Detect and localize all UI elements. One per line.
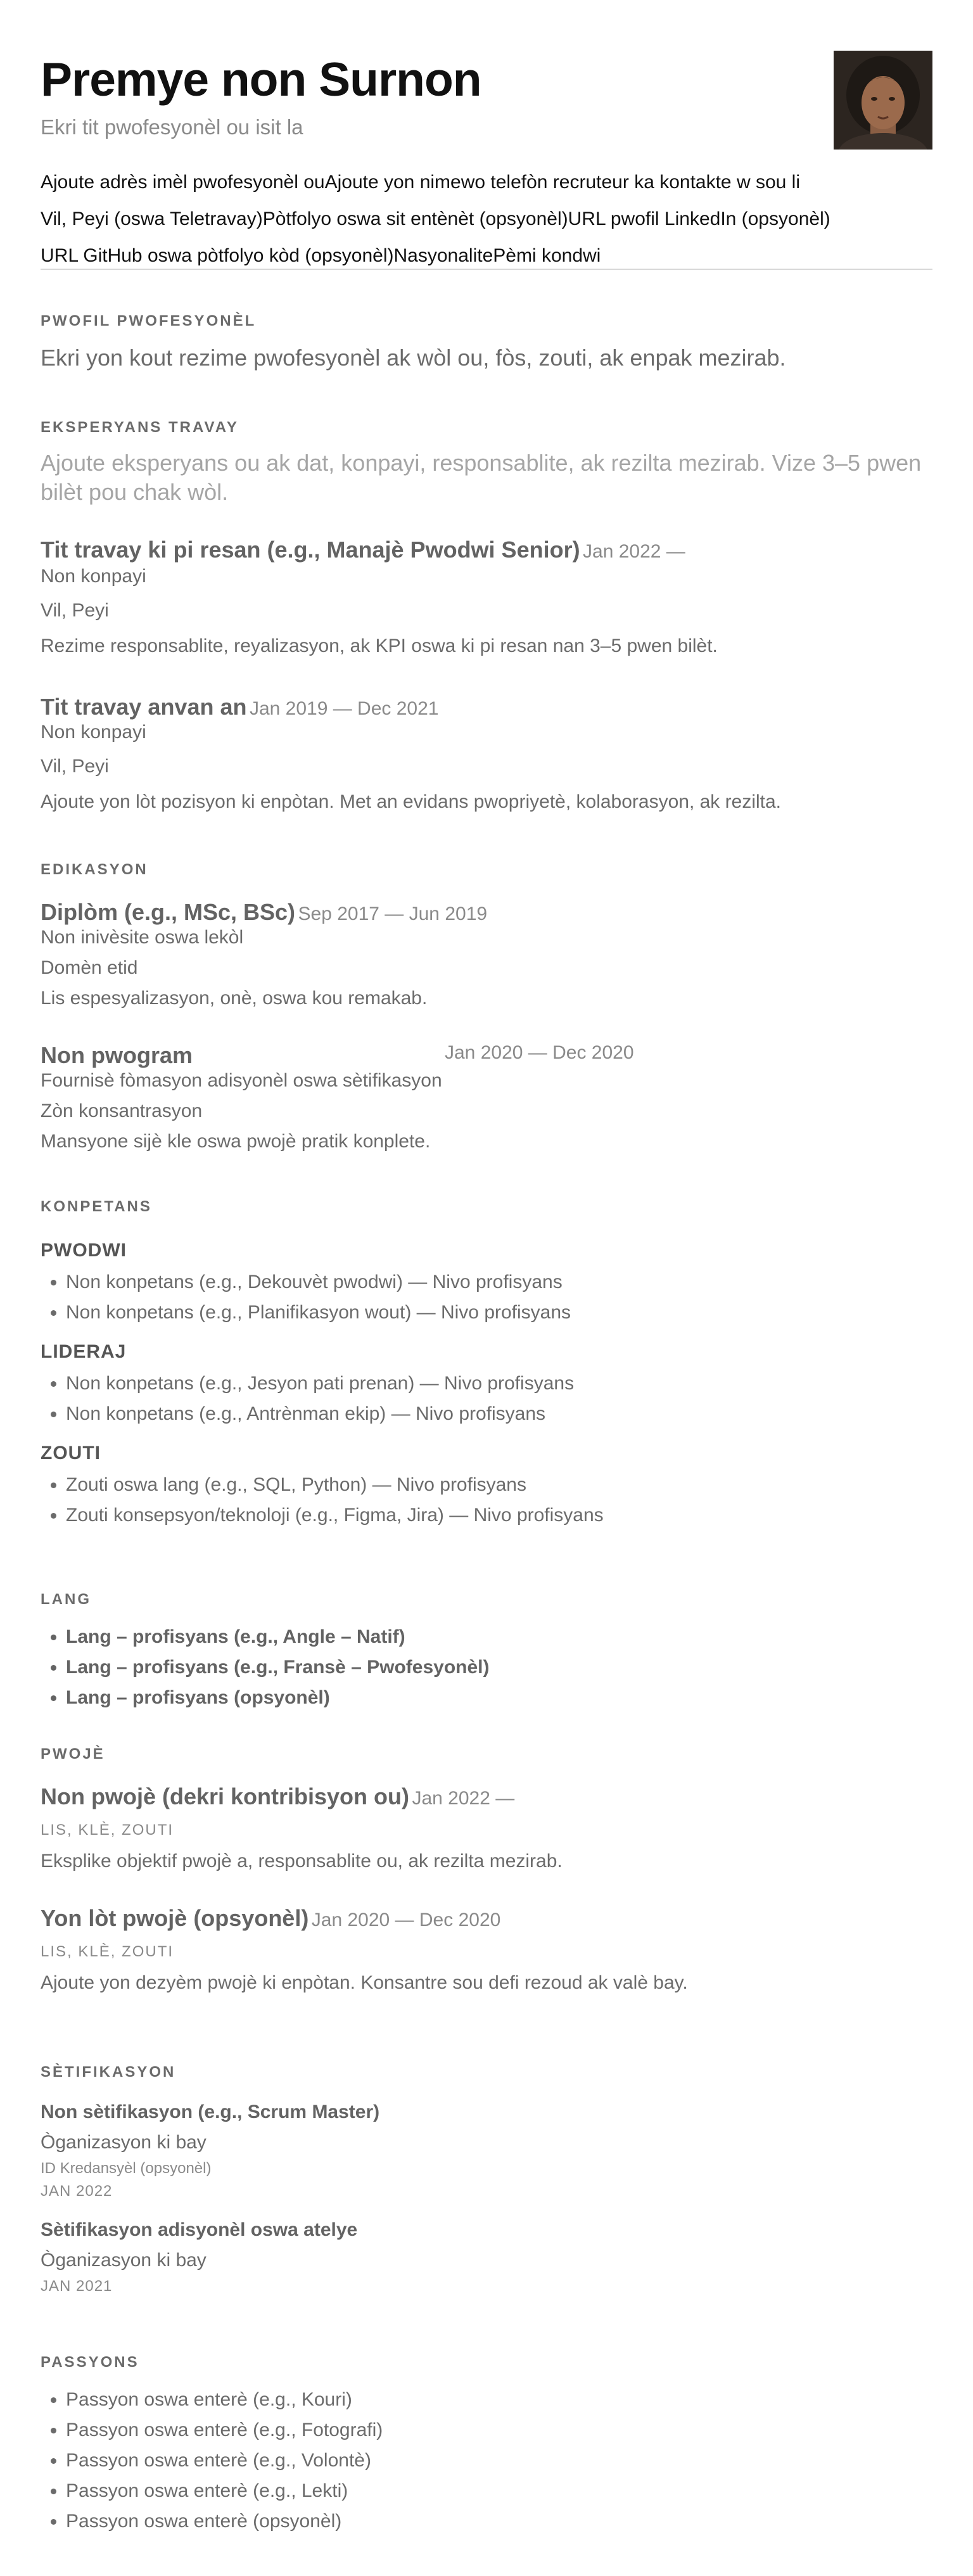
profile-summary: Ekri yon kout rezime pwofesyonèl ak wòl ou, fòs, zouti, ak enpak mezirab. [41, 345, 786, 371]
education-notes: Lis espesyalizasyon, onè, oswa kou remakab. [41, 988, 428, 1009]
job-location: Vil, Peyi [41, 600, 109, 621]
project-description: Ajoute yon dezyèm pwojè ki enpòtan. Konsantre sou defi rezoud ak valè bay. [41, 1972, 688, 1993]
job-title: Tit travay ki pi resan (e.g., Manajè Pwodwi Senior) [41, 537, 580, 563]
job-dates: Jan 2019 — Dec 2021 [249, 698, 439, 719]
skill-group-title: PWODWI [41, 1240, 127, 1261]
job-description: Ajoute yon lòt pozisyon ki enpòtan. Met an evidans pwopriyetè, kolaborasyon, ak rezilta. [41, 791, 782, 812]
skill-item: • Non konpetans (e.g., Jesyon pati prenan) — Nivo profisyans [66, 1368, 932, 1399]
interest-item: • Passyon oswa enterè (e.g., Kouri) [66, 2385, 932, 2415]
person-name: Premye non Surnon [41, 53, 481, 106]
degree-title: Diplòm (e.g., MSc, BSc) [41, 899, 296, 925]
interest-item: • Passyon oswa enterè (e.g., Volontè) [66, 2445, 932, 2476]
job-dates: Jan 2022 — [583, 541, 685, 562]
language-list [41, 1622, 932, 1713]
provider-name: Fournisè fòmasyon adisyonèl oswa sètifikasyon [41, 1070, 442, 1091]
contact-line-2 [41, 208, 932, 231]
cert-title: Non sètifikasyon (e.g., Scrum Master) [41, 2101, 380, 2122]
education-dates: Sep 2017 — Jun 2019 [298, 903, 488, 924]
linkedin-placeholder[interactable]: URL pwofil LinkedIn (opsyonèl) [568, 208, 830, 229]
projects-section [41, 1745, 932, 1764]
languages-section [41, 1590, 932, 1713]
section-heading: KONPETANS [41, 1198, 152, 1215]
job-title: Tit travay anvan an [41, 694, 247, 720]
section-heading: PWOFIL PWOFESYONÈL [41, 312, 257, 329]
skill-item: • Non konpetans (e.g., Antrènman ekip) — Nivo profisyans [66, 1399, 932, 1429]
certifications-section [41, 2063, 932, 2296]
section-heading: EDIKASYON [41, 861, 148, 878]
contact-line-3 [41, 245, 932, 267]
cert-title: Sètifikasyon adisyonèl oswa atelye [41, 2219, 358, 2240]
nationality-placeholder: Nasyonalite [393, 245, 493, 266]
portrait-image [834, 51, 932, 150]
program-notes: Mansyone sijè kle oswa pwojè pratik konplete. [41, 1131, 431, 1152]
section-heading: LANG [41, 1591, 91, 1608]
cert-date: JAN 2022 [41, 2183, 113, 2200]
interest-item: • Passyon oswa enterè (opsyonèl) [66, 2506, 932, 2537]
language-item: • Lang – profisyans (e.g., Fransè – Pwofesyonèl) [66, 1652, 932, 1683]
skill-item: • Non konpetans (e.g., Dekouvèt pwodwi) — Nivo profisyans [66, 1267, 932, 1298]
education-entry [41, 898, 932, 1010]
cert-credential-id: ID Kredansyèl (opsyonèl) [41, 2160, 212, 2177]
section-heading: EKSPERYANS TRAVAY [41, 419, 239, 436]
skill-item: • Zouti konsepsyon/teknoloji (e.g., Figma, Jira) — Nivo profisyans [66, 1500, 932, 1531]
project-title: Non pwojè (dekri kontribisyon ou) [41, 1783, 410, 1809]
interests-section [41, 2353, 932, 2537]
profile-section [41, 312, 932, 373]
experience-intro: Ajoute eksperyans ou ak dat, konpayi, responsablite, ak rezilta mezirab. Vize 3–5 pwen bilèt pou chak wòl. [41, 450, 922, 505]
profile-photo [834, 51, 932, 150]
experience-section [41, 418, 932, 507]
project-title: Yon lòt pwojè (opsyonèl) [41, 1905, 309, 1931]
project-tags: LIS, KLÈ, ZOUTI [41, 1943, 174, 1960]
job-company: Non konpayi [41, 722, 146, 743]
interest-item: • Passyon oswa enterè (e.g., Lekti) [66, 2476, 932, 2506]
skill-item: • Non konpetans (e.g., Planifikasyon wout) — Nivo profisyans [66, 1298, 932, 1328]
skill-group-title: ZOUTI [41, 1443, 101, 1463]
section-heading: SÈTIFIKASYON [41, 2063, 176, 2081]
project-dates: Jan 2020 — Dec 2020 [311, 1910, 501, 1930]
education-entry [41, 1042, 932, 1153]
header-divider [41, 269, 932, 270]
interest-list [41, 2385, 932, 2537]
location-placeholder: Vil, Peyi (oswa Teletravay) [41, 208, 263, 229]
focus-area: Zòn konsantrasyon [41, 1100, 203, 1121]
project-tags: LIS, KLÈ, ZOUTI [41, 1821, 174, 1839]
interest-item: • Passyon oswa enterè (e.g., Fotografi) [66, 2415, 932, 2445]
project-dates: Jan 2022 — [412, 1788, 515, 1809]
job-entry [41, 693, 932, 813]
contact-line-1 [41, 171, 932, 194]
job-location: Vil, Peyi [41, 756, 109, 777]
skill-group-title: LIDERAJ [41, 1341, 127, 1362]
skill-item: • Zouti oswa lang (e.g., SQL, Python) — Nivo profisyans [66, 1470, 932, 1500]
section-heading: PASSYONS [41, 2354, 139, 2371]
field-of-study: Domèn etid [41, 957, 138, 978]
project-entry [41, 1904, 932, 1994]
education-section [41, 860, 932, 879]
program-title: Non pwogram [41, 1042, 193, 1068]
job-entry [41, 536, 932, 658]
language-item: • Lang – profisyans (e.g., Angle – Natif) [66, 1622, 932, 1652]
skill-list [41, 1368, 932, 1429]
school-name: Non inivèsite oswa lekòl [41, 927, 244, 948]
portfolio-placeholder[interactable]: Pòtfolyo oswa sit entènèt (opsyonèl) [262, 208, 568, 229]
github-placeholder[interactable]: URL GitHub oswa pòtfolyo kòd (opsyonèl) [41, 245, 394, 266]
phone-placeholder[interactable]: Ajoute yon nimewo telefòn recruteur ka kontakte w sou li [324, 172, 800, 193]
project-entry [41, 1783, 932, 1873]
education-dates: Jan 2020 — Dec 2020 [445, 1042, 634, 1063]
skill-list [41, 1470, 932, 1531]
project-description: Eksplike objektif pwojè a, responsablite ou, ak rezilta mezirab. [41, 1851, 563, 1871]
cert-date: JAN 2021 [41, 2278, 113, 2295]
skill-list [41, 1267, 932, 1328]
language-item: • Lang – profisyans (opsyonèl) [66, 1683, 932, 1713]
cert-issuer: Òganizasyon ki bay [41, 2250, 207, 2271]
professional-title: Ekri tit pwofesyonèl ou isit la [41, 115, 303, 139]
job-description: Rezime responsablite, reyalizasyon, ak KPI oswa ki pi resan nan 3–5 pwen bilèt. [41, 635, 718, 656]
email-placeholder[interactable]: Ajoute adrès imèl pwofesyonèl ou [41, 172, 325, 193]
license-placeholder: Pèmi kondwi [493, 245, 601, 266]
cert-issuer: Òganizasyon ki bay [41, 2132, 207, 2153]
skills-section [41, 1197, 932, 1531]
section-heading: PWOJÈ [41, 1745, 105, 1763]
job-company: Non konpayi [41, 566, 146, 587]
